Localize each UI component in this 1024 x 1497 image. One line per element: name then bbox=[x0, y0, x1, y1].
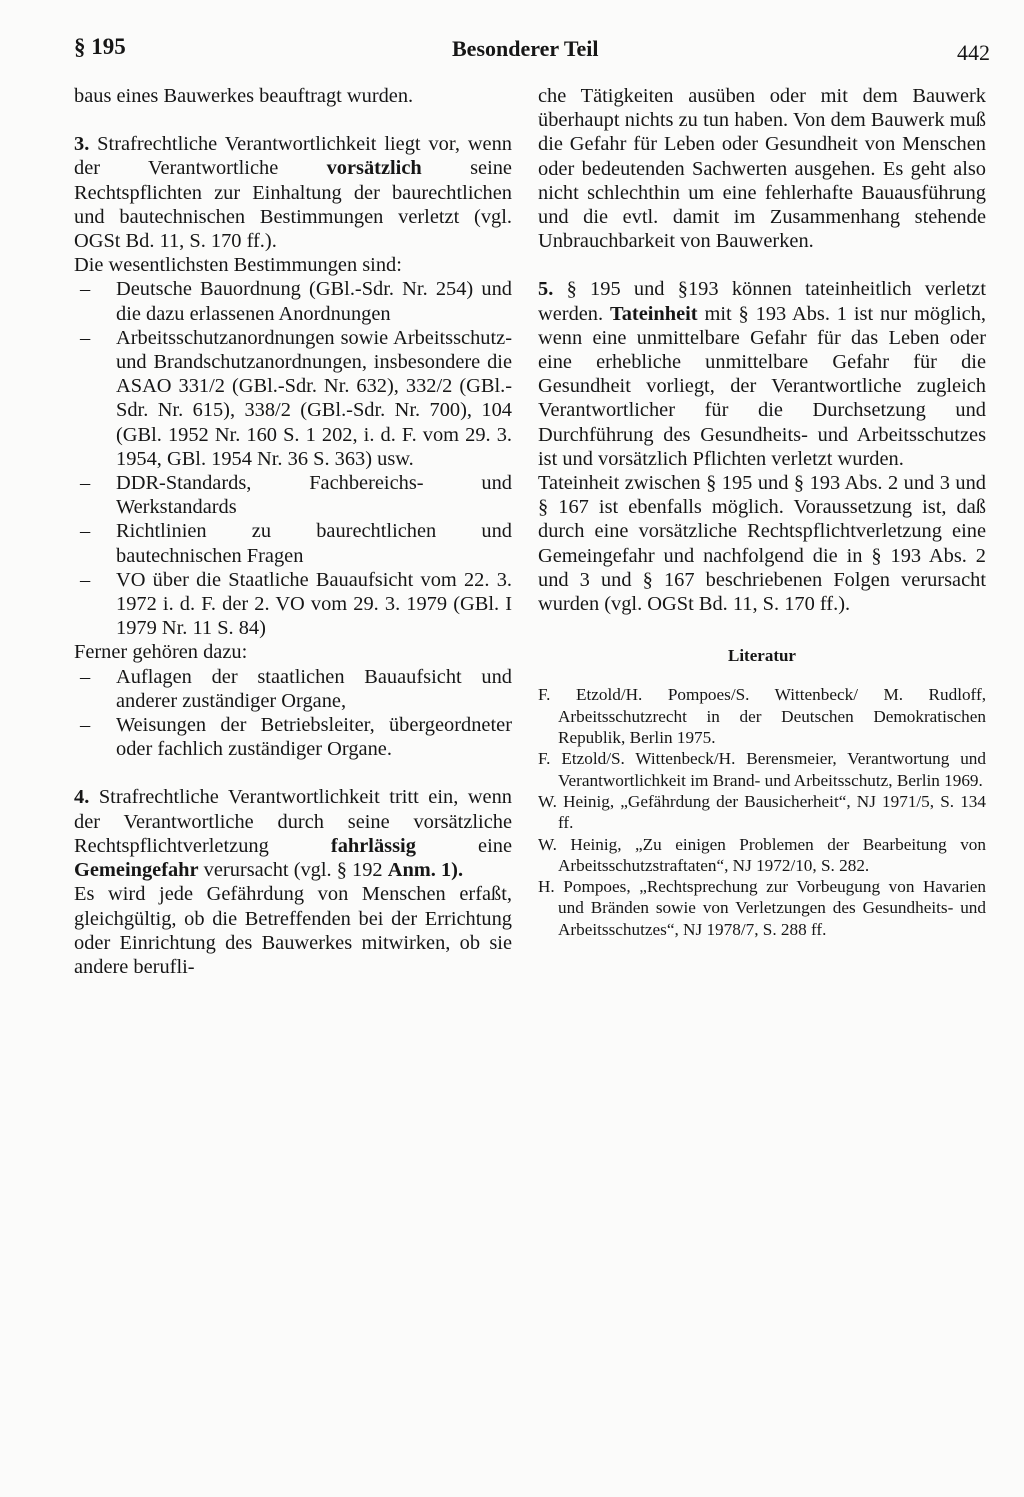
literature-entry: H. Pompoes, „Rechtsprechung zur Vorbeugung von Havarien und Bränden sowie von Verletzungen des Gesundheits- und Arbeitsschutzes“, NJ 1978/7, S. 288 ff. bbox=[538, 877, 986, 939]
literature-entry: F. Etzold/S. Wittenbeck/H. Berensmeier, Verantwortung und Verantwortlichkeit im Brand- und Arbeitsschutz, Berlin 1969. bbox=[538, 749, 986, 790]
running-title: Besonderer Teil bbox=[452, 36, 599, 61]
paragraph-continuation: che Tätigkeiten ausüben oder mit dem Bauwerk überhaupt nichts zu tun haben. Von dem Bauwerk muß die Gefahr für Leben oder Gesundheit von Menschen oder bedeutenden Sachwerten ausgehen. Es geht also nicht schlechthin um eine fehlerhafte Bauausführung und die evtl. damit im Zusammenhang stehende Unbrauchbarkeit von Bauwerken. bbox=[538, 85, 986, 253]
section-4-paragraph: 4. Strafrechtliche Verantwortlichkeit tritt ein, wenn der Verantwortliche durch seine vorsätzliche Rechtspflichtverletzung fahrlässig eine Gemeingefahr verursacht (vgl. § 192 Anm. 1). bbox=[74, 786, 512, 882]
literature-entry: W. Heinig, „Zu einigen Problemen der Bearbeitung von Arbeitsschutzstraftaten“, NJ 1972/10, S. 282. bbox=[538, 834, 986, 875]
page-number: 442 bbox=[957, 40, 990, 65]
list-item: – Weisungen der Betriebsleiter, übergeordneter oder fachlich zuständiger Organe. bbox=[74, 713, 512, 761]
section-5-paragraph: 5. § 195 und §193 können tateinheitlich verletzt werden. Tateinheit mit § 193 Abs. 1 ist nur möglich, wenn eine unmittelbare Gefahr für das Leben oder eine erhebliche unmittelbare Gefahr für die Gesundheit vorliegt, der Verantwortliche zugleich Verantwortlicher für die Durchsetzung und Durchführung des Gesundheits- und Arbeitsschutzes ist und vorsätzlich Pflichten verletzt wurden. bbox=[538, 278, 986, 470]
regulations-list bbox=[74, 277, 512, 640]
term-gemeingefahr: Gemeingefahr bbox=[74, 859, 199, 882]
right-column bbox=[538, 84, 986, 940]
term-fahrlaessig: fahrlässig bbox=[330, 834, 416, 857]
page-header bbox=[74, 34, 990, 70]
section-4-number: 4. bbox=[74, 786, 90, 809]
section-number: § 195 bbox=[74, 34, 126, 59]
term-vorsaetzlich: vorsätzlich bbox=[326, 157, 422, 180]
list-intro: Die wesentlichsten Bestimmungen sind: bbox=[74, 254, 402, 277]
list-item: – DDR-Standards, Fachbereichs- und Werkstandards bbox=[74, 471, 512, 519]
further-list bbox=[74, 665, 512, 762]
reference-anm: Anm. 1). bbox=[387, 859, 464, 882]
section-4-paragraph-2: Es wird jede Gefährdung von Menschen erfaßt, gleichgültig, ob die Betreffenden bei der Errichtung oder Einrichtung des Bauwerkes mitwirken, ob sie andere berufli- bbox=[74, 883, 512, 978]
literature-heading: Literatur bbox=[728, 646, 796, 666]
list-item: – Arbeitsschutzanordnungen sowie Arbeitsschutz- und Brandschutzanordnungen, insbesondere die ASAO 331/2 (GBl.-Sdr. Nr. 632), 332/2 (GBl.-Sdr. Nr. 615), 338/2 (GBl.-Sdr. Nr. 700), 104 (GBl. 1952 Nr. 160 S. 1 202, i. d. F. vom 29. 3. 1954, GBl. 1954 Nr. 36 S. 363) usw. bbox=[74, 326, 512, 471]
list-item: – Richtlinien zu baurechtlichen und bautechnischen Fragen bbox=[74, 519, 512, 567]
literature-entry: W. Heinig, „Gefährdung der Bausicherheit“, NJ 1971/5, S. 134 ff. bbox=[538, 791, 986, 833]
list-item: – Deutsche Bauordnung (GBl.-Sdr. Nr. 254) und die dazu erlassenen Anordnungen bbox=[74, 277, 512, 325]
list-item: – VO über die Staatliche Bauaufsicht vom 22. 3. 1972 i. d. F. der 2. VO vom 29. 3. 1979 (GBl. I 1979 Nr. 11 S. 84) bbox=[74, 568, 512, 641]
term-tateinheit: Tateinheit bbox=[609, 302, 698, 325]
section-5-paragraph-2: Tateinheit zwischen § 195 und § 193 Abs. 2 und 3 und § 167 ist ebenfalls möglich. Voraussetzung ist, daß durch eine vorsätzliche Rechtspflichtverletzung eine Gemeingefahr und nachfolgend die in § 193 Abs. 2 und 3 und § 167 beschriebenen Folgen verursacht wurden (vgl. OGSt Bd. 11, S. 170 ff.). bbox=[538, 472, 986, 616]
section-5-number: 5. bbox=[538, 278, 554, 301]
list-item: – Auflagen der staatlichen Bauaufsicht und anderer zuständiger Organe, bbox=[74, 665, 512, 713]
literature-list bbox=[538, 684, 986, 940]
section-3-paragraph: 3. Strafrechtliche Verantwortlichkeit liegt vor, wenn der Verantwortliche vorsätzlich seine Rechtspflichten zur Einhaltung der baurechtlichen und bautechnischen Bestimmungen verletzt (vgl. OGSt Bd. 11, S. 170 ff.). bbox=[74, 133, 512, 253]
paragraph-continuation: baus eines Bauwerkes beauftragt wurden. bbox=[74, 85, 414, 107]
literature-entry: F. Etzold/H. Pompoes/S. Wittenbeck/ M. Rudloff, Arbeitsschutzrecht in der Deutschen Demokratischen Republik, Berlin 1975. bbox=[538, 685, 986, 748]
list-intro-ferner: Ferner gehören dazu: bbox=[74, 641, 248, 664]
section-3-number: 3. bbox=[74, 133, 90, 156]
left-column bbox=[74, 84, 512, 979]
